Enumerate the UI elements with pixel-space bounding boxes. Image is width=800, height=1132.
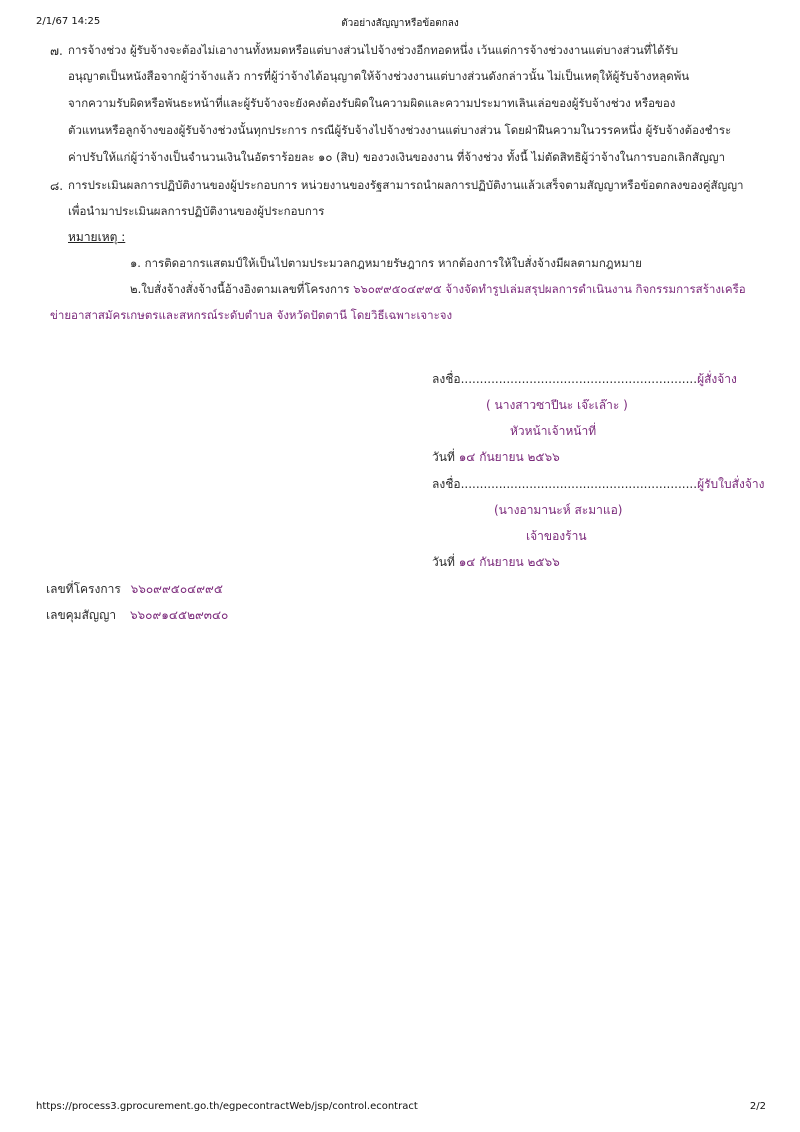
clause-8-line-2: เพื่อนำมาประเมินผลการปฏิบัติงานของผู้ประกอบการ [68,204,325,218]
page-title: ตัวอย่างสัญญาหรือข้อตกลง [341,18,459,29]
contract-number-row [46,606,228,625]
clause-7-line-5: ค่าปรับให้แก่ผู้ว่าจ้างเป็นจำนวนเงินในอัตราร้อยละ ๑๐ (สิบ) ของวงเงินของงาน ที่จ้างช่วง ทั้งนี้ ไม่ตัดสิทธิผู้ว่าจ้างในการบอกเลิกสัญญา [68,150,726,164]
date-value: ๑๔ กันยายน ๒๕๖๖ [458,450,560,464]
sign-date-issuer [432,448,560,467]
clause-7-line-2: อนุญาตเป็นหนังสือจากผู้ว่าจ้างแล้ว การที่ผู้ว่าจ้างได้อนุญาตให้จ้างช่วงงานแต่บางส่วนดังกล่าวนั้น ไม่เป็นเหตุให้ผู้รับจ้างหลุดพ้น [68,69,690,83]
signature-line-receiver [432,475,764,494]
contract-number-value: ๖๖๐๙๑๔๕๒๙๓๔๐ [129,608,229,622]
clause-7-line-4: ตัวแทนหรือลูกจ้างของผู้รับจ้างช่วงนั้นทุกประการ กรณีผู้รับจ้างไปจ้างช่วงงานแต่บางส่วน โดยฝ่าฝืนความในวรรคหนึ่ง ผู้รับจ้างต้องชำระ [68,123,732,137]
signer-name: (นางอามานะห์ สะมาแอ) [494,503,623,517]
project-number-row [46,580,223,599]
contract-number-label: เลขคุมสัญญา [46,608,117,622]
signature-line-issuer [432,370,737,389]
remark-2-continuation: ข่ายอาสาสมัครเกษตรและสหกรณ์ระดับตำบล จังหวัดปัตตานี โดยวิธีเฉพาะเจาะจง [50,308,453,322]
remark-2-prefix: ๒.ใบสั่งจ้างสั่งจ้างนี้อ้างอิงตามเลขที่โครงการ [130,282,350,296]
project-number-value: ๖๖๐๙๙๕๐๔๙๙๕ [130,582,223,596]
remarks-label: หมายเหตุ : [68,230,126,244]
page-number: 2/2 [749,1101,766,1112]
signer-role: ผู้สั่งจ้าง [697,372,737,386]
remark-2 [130,281,746,299]
date-label: วันที่ [432,555,455,569]
signer-name: ( นางสาวซาปีนะ เจ๊ะเล๊าะ ) [486,398,628,412]
remark-2-project: ๖๖๐๙๙๕๐๔๙๙๕ จ้างจัดทำรูปเล่มสรุปผลการดำเนินงาน กิจกรรมการสร้างเครือ [353,282,746,296]
date-value: ๑๔ กันยายน ๒๕๖๖ [458,555,560,569]
project-number-label: เลขที่โครงการ [46,582,121,596]
signer-position: หัวหน้าเจ้าหน้าที่ [510,424,597,438]
signature-dots: ลงชื่อ.............................................................. [432,372,698,386]
print-datetime: 2/1/67 14:25 [36,16,101,27]
signer-position: เจ้าของร้าน [526,529,587,543]
sign-date-receiver [432,553,560,572]
signer-role: ผู้รับใบสั่งจ้าง [697,477,765,491]
remark-1: ๑. การติดอากรแสตมป์ให้เป็นไปตามประมวลกฎหมายรัษฎากร หากต้องการให้ใบสั่งจ้างมีผลตามกฎหมาย [130,256,642,270]
date-label: วันที่ [432,450,455,464]
clause-7-number: ๗. [50,44,63,58]
signature-dots: ลงชื่อ.............................................................. [432,477,698,491]
footer-url: https://process3.gprocurement.go.th/egpecontractWeb/jsp/control.econtract [36,1101,418,1112]
clause-7-line-3: จากความรับผิดหรือพันธะหน้าที่และผู้รับจ้างจะยังคงต้องรับผิดในความผิดและความประมาทเลินเล่อของผู้รับจ้างช่วง หรือของ [68,96,676,110]
clause-7-line-1: การจ้างช่วง ผู้รับจ้างจะต้องไม่เอางานทั้งหมดหรือแต่บางส่วนไปจ้างช่วงอีกทอดหนึ่ง เว้นแต่การจ้างช่วงงานแต่บางส่วนที่ได้รับ [68,43,679,57]
clause-8-number: ๘. [50,179,64,193]
clause-8-line-1: การประเมินผลการปฏิบัติงานของผู้ประกอบการ หน่วยงานของรัฐสามารถนำผลการปฏิบัติงานแล้วเสร็จตามสัญญาหรือข้อตกลงของคู่สัญญา [68,178,744,192]
